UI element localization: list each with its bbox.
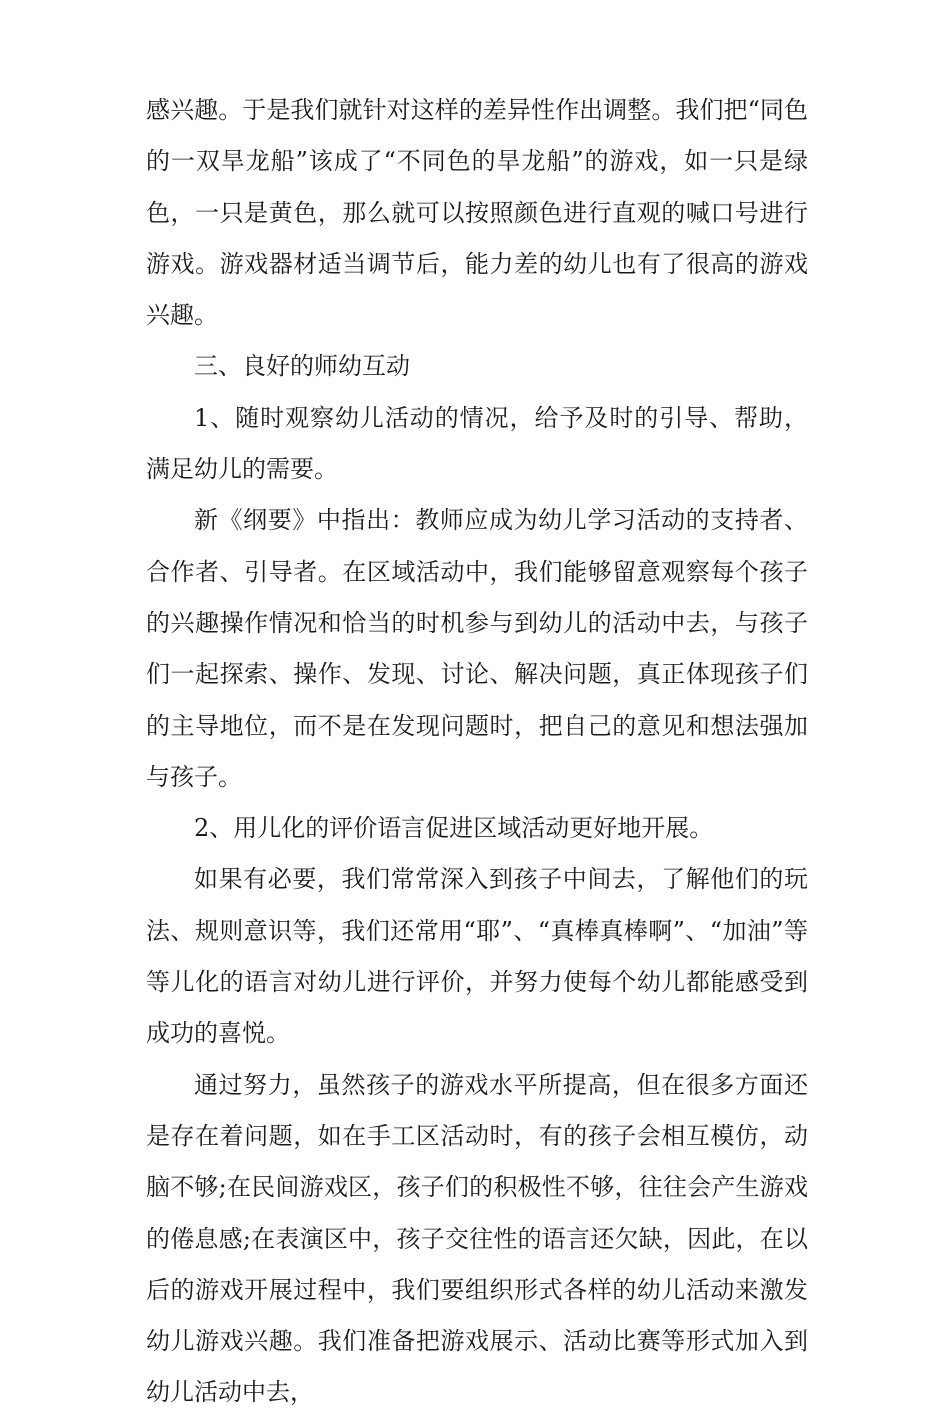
paragraph-evaluation: 如果有必要，我们常常深入到孩子中间去，了解他们的玩法、规则意识等，我们还常用“耶”、“真棒真棒啊”、“加油”等等儿化的语言对幼儿进行评价，并努力使每个幼儿都能感受到成功的喜悦。 — [146, 865, 808, 1048]
paragraph-continuation: 感兴趣。于是我们就针对这样的差异性作出调整。我们把“同色的一双旱龙船”该成了“不同色的旱龙船”的游戏，如一只是绿色，一只是黄色，那么就可以按照颜色进行直观的喊口号进行游戏。游戏器材适当调节后，能力差的幼儿也有了很高的游戏兴趣。 — [146, 96, 808, 330]
subheading-observe-activities: 1、随时观察幼儿活动的情况，给予及时的引导、帮助，满足幼儿的需要。 — [146, 403, 808, 484]
subheading-evaluation-language: 2、用儿化的评价语言促进区域活动更好地开展。 — [194, 814, 714, 843]
section-heading-teacher-child-interaction: 三、良好的师幼互动 — [194, 352, 410, 381]
paragraph-problems: 通过努力，虽然孩子的游戏水平所提高，但在很多方面还是存在着问题，如在手工区活动时，有的孩子会相互模仿，动脑不够;在民间游戏区，孩子们的积极性不够，往往会产生游戏的倦息感;在表演区中，孩子交往性的语言还欠缺，因此，在以后的游戏开展过程中，我们要组织形式各样的幼儿活动来激发幼儿游戏兴趣。我们准备把游戏展示、活动比赛等形式加入到幼儿活动中去， — [146, 1070, 808, 1407]
body-text — [146, 85, 808, 1419]
paragraph-guidelines: 新《纲要》中指出：教师应成为幼儿学习活动的支持者、合作者、引导者。在区域活动中，我们能够留意观察每个孩子的兴趣操作情况和恰当的时机参与到幼儿的活动中去，与孩子们一起探索、操作、发现、讨论、解决问题，真正体现孩子们的主导地位，而不是在发现问题时，把自己的意见和想法强加与孩子。 — [146, 506, 808, 791]
